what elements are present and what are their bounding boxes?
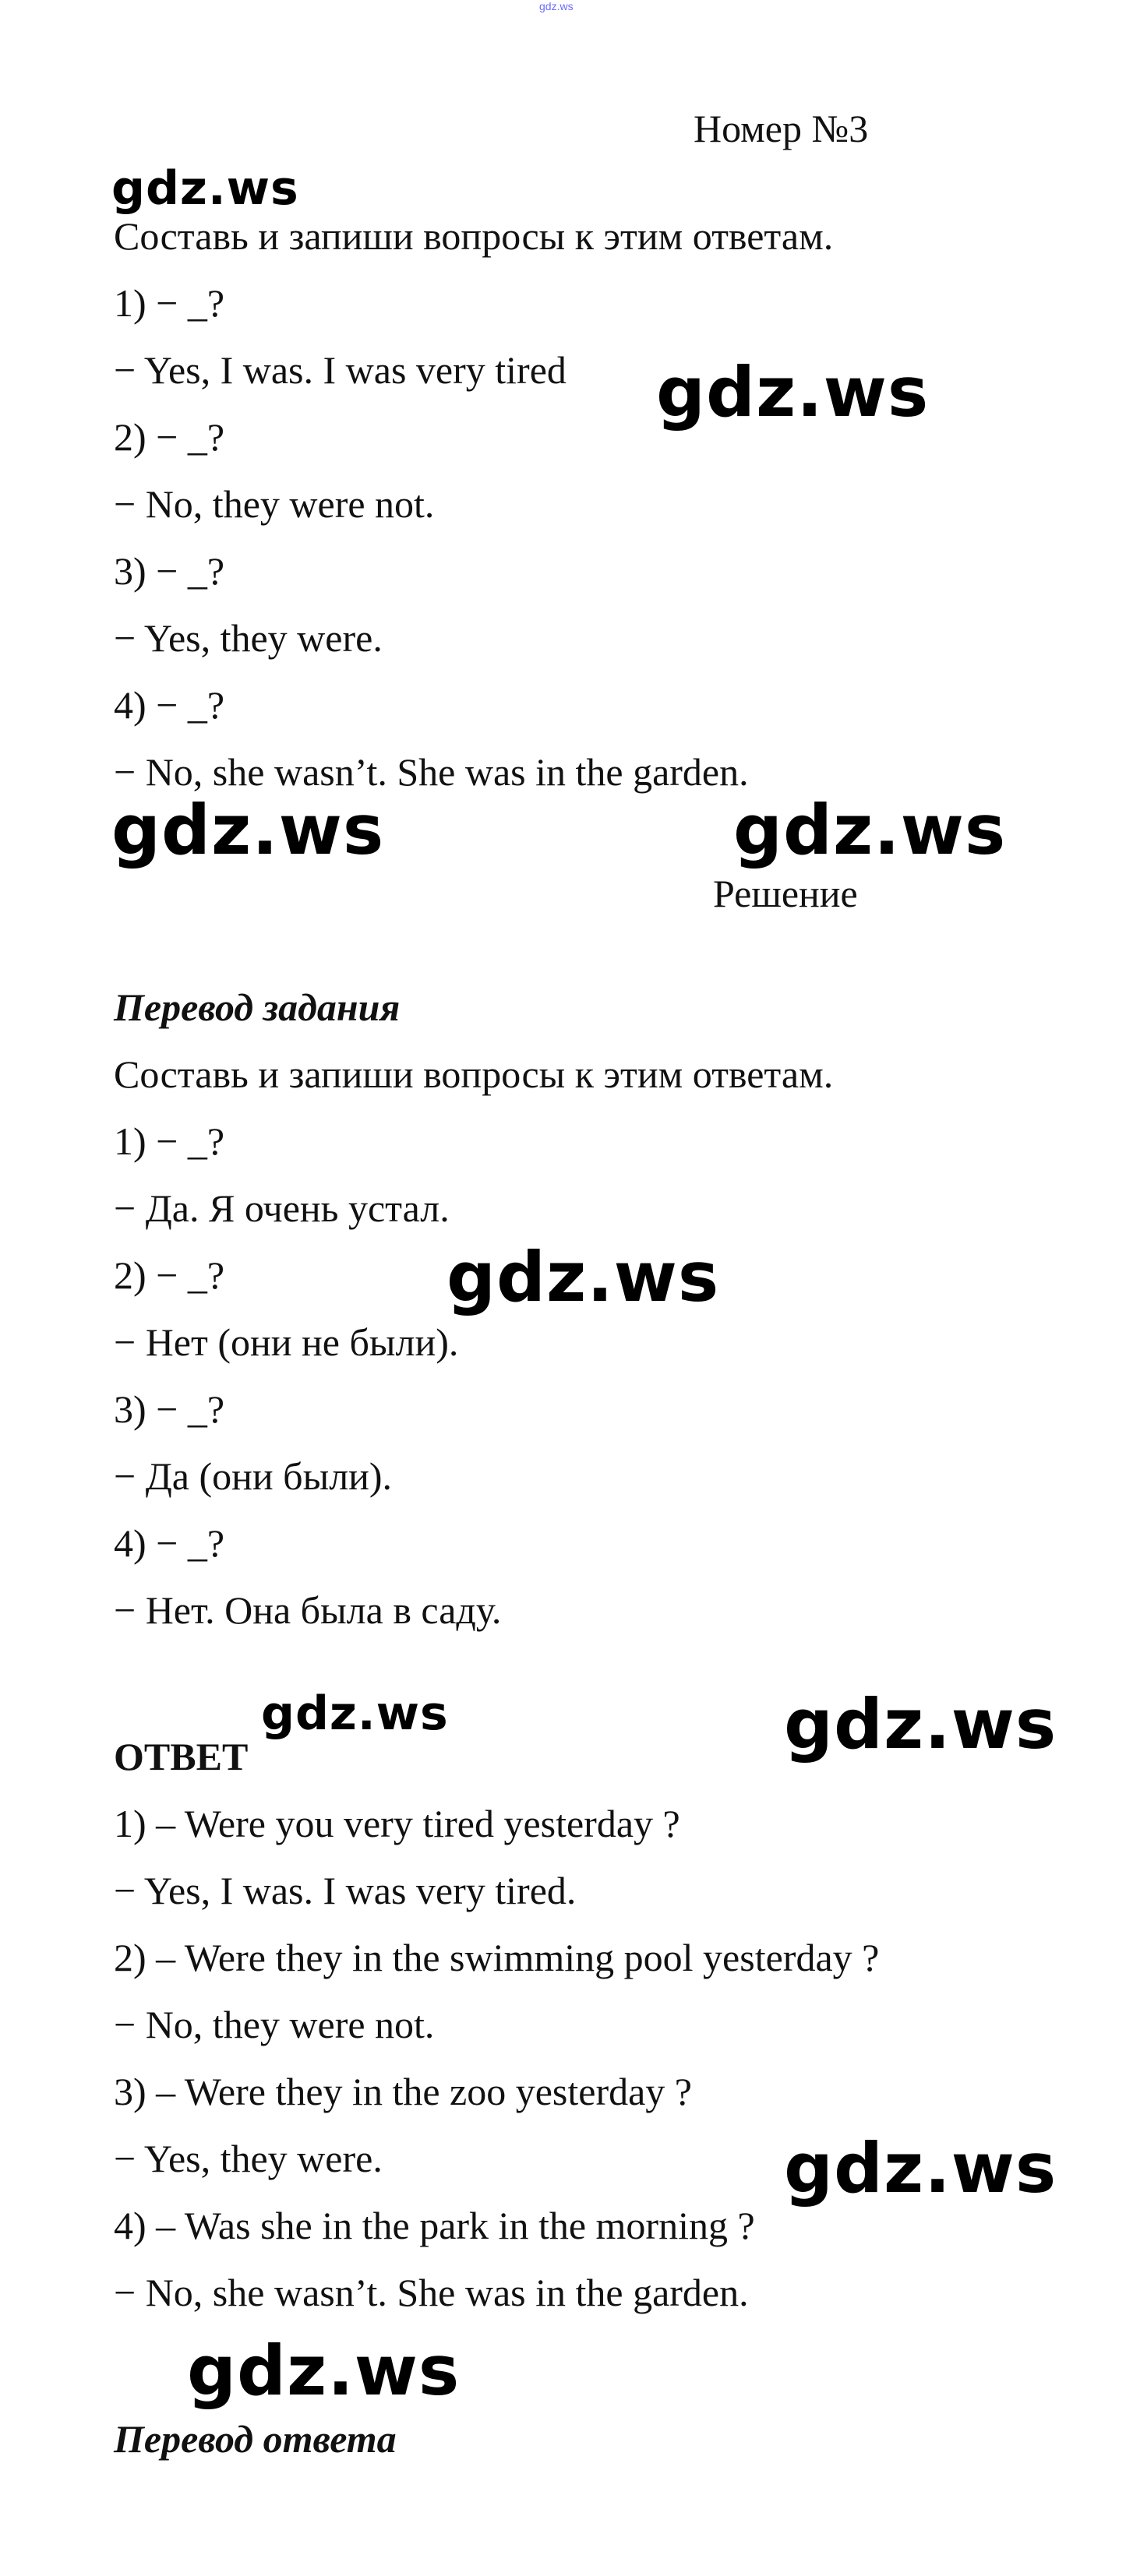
answer-line: 1) – Were you very tired yesterday ? (114, 1802, 680, 1845)
task-line: 4) − _? (114, 683, 225, 727)
translation-line: − Да. Я очень устал. (114, 1186, 450, 1230)
task-line: − No, they were not. (114, 482, 435, 526)
watermark: gdz.ws (187, 2331, 461, 2411)
translation-line: 2) − _? (114, 1253, 225, 1297)
translation-line: 4) − _? (114, 1521, 225, 1565)
translation-line: − Да (они были). (114, 1454, 393, 1498)
answer-line: 4) – Was she in the park in the morning ? (114, 2204, 755, 2247)
answer-line: − No, they were not. (114, 2003, 435, 2046)
watermark: gdz.ws (733, 790, 1007, 870)
task-line: 1) − _? (114, 281, 225, 325)
watermark: gdz.ws (261, 1686, 449, 1741)
watermark: gdz.ws (111, 161, 299, 216)
watermark: gdz.ws (784, 1684, 1057, 1764)
watermark: gdz.ws (447, 1237, 720, 1317)
watermark: gdz.ws (111, 790, 385, 870)
task-instruction: Составь и запиши вопросы к этим ответам. (114, 214, 834, 258)
answer-line: 3) – Were they in the zoo yesterday ? (114, 2070, 692, 2113)
watermark: gdz.ws (656, 352, 930, 432)
answer-line: − No, she wasn’t. She was in the garden. (114, 2271, 749, 2314)
task-line: 3) − _? (114, 549, 225, 593)
translation-line: 3) − _? (114, 1387, 225, 1431)
task-line: − No, she wasn’t. She was in the garden. (114, 750, 749, 794)
answer-line: − Yes, they were. (114, 2137, 383, 2180)
watermark: gdz.ws (784, 2128, 1057, 2208)
translation-heading: Перевод задания (114, 985, 401, 1029)
solution-label: Решение (713, 872, 858, 915)
task-line: − Yes, I was. I was very tired (114, 348, 567, 392)
translation-line: − Нет (они не были). (114, 1320, 459, 1364)
answer-line: − Yes, I was. I was very tired. (114, 1869, 577, 1912)
answer-line: 2) – Were they in the swimming pool yesterday ? (114, 1936, 880, 1979)
task-number: Номер №3 (694, 107, 869, 150)
translation-line: − Нет. Она была в саду. (114, 1588, 502, 1632)
task-line: − Yes, they were. (114, 616, 383, 660)
translation-line: 1) − _? (114, 1119, 225, 1163)
translation-instruction: Составь и запиши вопросы к этим ответам. (114, 1052, 834, 1096)
answer-heading: ОТВЕТ (114, 1735, 249, 1778)
header-link[interactable]: gdz.ws (539, 0, 574, 12)
task-line: 2) − _? (114, 415, 225, 459)
answer-translation-heading: Перевод ответа (114, 2417, 397, 2461)
